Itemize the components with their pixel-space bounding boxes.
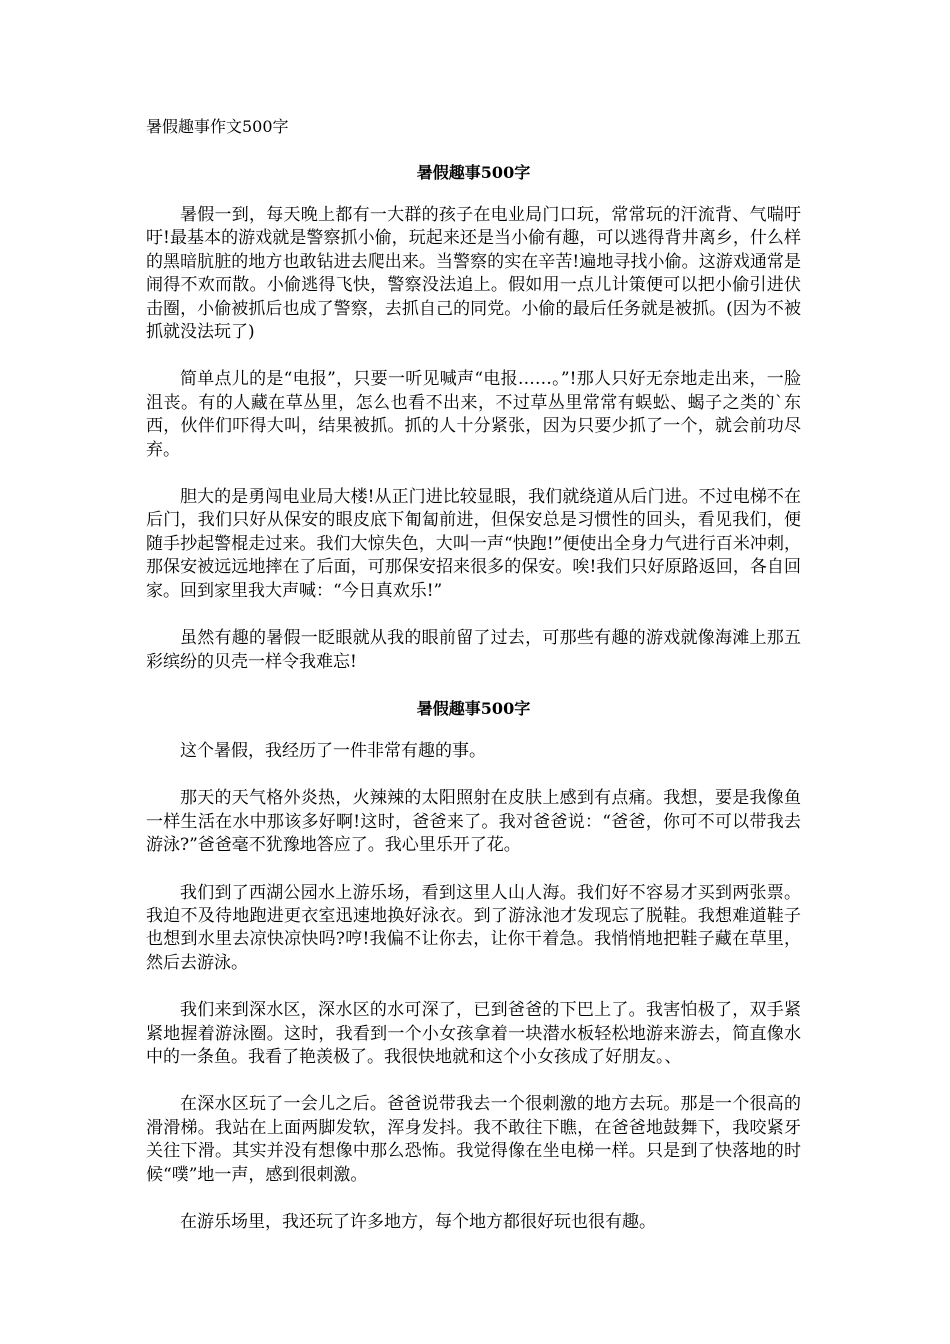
paragraph: 这个暑假，我经历了一件非常有趣的事。 xyxy=(180,740,486,761)
paragraph: 那天的天气格外炎热，火辣辣的太阳照射在皮肤上感到有点痛。我想，要是我像鱼一样生活在水中那该多好啊!这时，爸爸来了。我对爸爸说：“爸爸，你可不可以带我去游泳?”爸爸毫不犹豫地答应了。我心里乐开了花。 xyxy=(146,788,801,856)
paragraph: 暑假一到，每天晚上都有一大群的孩子在电业局门口玩，常常玩的汗流背、气喘吁吁!最基本的游戏就是警察抓小偷，玩起来还是当小偷有趣，可以逃得背井离乡，什么样的黑暗肮脏的地方也敢钻进去爬出来。当警察的实在辛苦!遍地寻找小偷。这游戏通常是闹得不欢而散。小偷逃得飞快，警察没法追上。假如用一点儿计策便可以把小偷引进伏击圈，小偷被抓后也成了警察，去抓自己的同党。小偷的最后任务就是被抓。(因为不被抓就没法玩了) xyxy=(146,205,801,343)
section-heading: 暑假趣事500字 xyxy=(416,163,531,182)
paragraph: 我们到了西湖公园水上游乐场，看到这里人山人海。我们好不容易才买到两张票。我迫不及待地跑进更衣室迅速地换好泳衣。到了游泳池才发现忘了脱鞋。我想难道鞋子也想到水里去凉快凉快吗?哼!我偏不让你去，让你干着急。我悄悄地把鞋子藏在草里，然后去游泳。 xyxy=(146,882,801,973)
document-title: 暑假趣事作文500字 xyxy=(146,117,289,136)
document-body xyxy=(146,162,801,1258)
section-1 xyxy=(146,162,801,674)
paragraph: 我们来到深水区，深水区的水可深了，已到爸爸的下巴上了。我害怕极了，双手紧紧地握着游泳圈。这时，我看到一个小女孩拿着一块潜水板轻松地游来游去，简直像水中的一条鱼。我看了艳羡极了。我很快地就和这个小女孩成了好朋友。、 xyxy=(146,1000,801,1067)
paragraph: 在深水区玩了一会儿之后。爸爸说带我去一个很刺激的地方去玩。那是一个很高的滑滑梯。我站在上面两脚发软，浑身发抖。我不敢往下瞧，在爸爸地鼓舞下，我咬紧牙关往下滑。其实并没有想像中那么恐怖。我觉得像在坐电梯一样。只是到了快落地的时候“噗”地一声，感到很刺激。 xyxy=(146,1094,801,1185)
paragraph: 简单点儿的是“电报”，只要一听见喊声“电报……。”!那人只好无奈地走出来，一脸沮丧。有的人藏在草丛里，怎么也看不出来，不过草丛里常常有蜈蚣、蝎子之类的`东西，伙伴们吓得大叫，结果被抓。抓的人十分紧张，因为只要少抓了一个，就会前功尽弃。 xyxy=(146,369,801,460)
paragraph: 在游乐场里，我还玩了许多地方，每个地方都很好玩也很有趣。 xyxy=(180,1212,656,1232)
paragraph: 虽然有趣的暑假一眨眼就从我的眼前留了过去，可那些有趣的游戏就像海滩上那五彩缤纷的贝壳一样令我难忘! xyxy=(146,628,801,672)
section-2 xyxy=(146,698,801,1235)
section-heading: 暑假趣事500字 xyxy=(416,698,531,718)
paragraph: 胆大的是勇闯电业局大楼!从正门进比较显眼，我们就绕道从后门进。不过电梯不在后门，我们只好从保安的眼皮底下匍匐前进，但保安总是习惯性的回头，看见我们，便随手抄起警棍走过来。我们大惊失色，大叫一声“快跑!”便使出全身力气进行百米冲刺，那保安被远远地摔在了后面，可那保安招来很多的保安。唉!我们只好原路返回，各自回家。回到家里我大声喊：“今日真欢乐!” xyxy=(146,487,801,601)
